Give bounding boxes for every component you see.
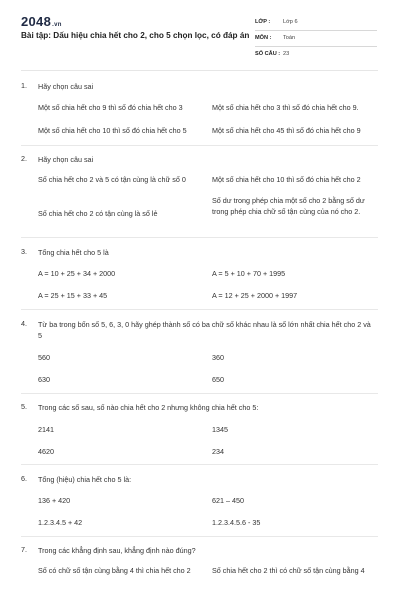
option-d[interactable]: Số dư trong phép chia một số cho 2 bằng số dư trong phép chia chữ số tận cùng của nó cho 2.: [212, 196, 365, 216]
logo-suffix: .vn: [52, 22, 62, 28]
question-number: 1.: [21, 81, 27, 90]
option-a[interactable]: 560: [38, 353, 50, 362]
option-d[interactable]: 650: [212, 375, 224, 384]
logo-text: 2048: [21, 14, 52, 29]
question-stem: Tổng chia hết cho 5 là: [38, 248, 109, 257]
option-a[interactable]: 2141: [38, 425, 54, 434]
option-a[interactable]: Một số chia hết cho 9 thì số đó chia hết cho 3: [38, 103, 183, 112]
question-divider: [21, 237, 378, 238]
meta-key: MÔN :: [255, 35, 272, 41]
question-number: 7.: [21, 545, 27, 554]
question-number: 6.: [21, 474, 27, 483]
meta-row-subject: [255, 31, 377, 47]
exam-meta: [255, 15, 377, 63]
option-c[interactable]: 630: [38, 375, 50, 384]
option-a[interactable]: Số chia hết cho 2 và 5 có tận cùng là chữ số 0: [38, 175, 186, 184]
option-d[interactable]: 1.2.3.4.5.6 - 35: [212, 518, 261, 527]
meta-row-class: [255, 15, 377, 31]
question-stem: Trong các khẳng định sau, khẳng định nào đúng?: [38, 546, 196, 555]
question-stem: Trong các số sau, số nào chia hết cho 2 nhưng không chia hết cho 5:: [38, 403, 259, 412]
question-divider: [21, 464, 378, 465]
option-c[interactable]: Một số chia hết cho 10 thì số đó chia hết cho 5: [38, 126, 187, 135]
question-divider: [21, 536, 378, 537]
question-stem: Hãy chọn câu sai: [38, 82, 94, 91]
question-stem: Tổng (hiệu) chia hết cho 5 là:: [38, 475, 132, 484]
option-b[interactable]: Một số chia hết cho 10 thì số đó chia hết cho 2: [212, 175, 361, 184]
question-number: 5.: [21, 402, 27, 411]
option-b[interactable]: Số chia hết cho 2 thì có chữ số tận cùng bằng 4: [212, 566, 365, 575]
option-b[interactable]: 621 – 450: [212, 496, 244, 505]
option-a[interactable]: Số có chữ số tận cùng bằng 4 thì chia hết cho 2: [38, 566, 191, 575]
option-d[interactable]: 234: [212, 447, 224, 456]
option-c[interactable]: 4620: [38, 447, 54, 456]
option-c[interactable]: 1.2.3.4.5 + 42: [38, 518, 83, 527]
exam-title: Bài tập: Dấu hiệu chia hết cho 2, cho 5 chọn lọc, có đáp án: [21, 31, 250, 40]
option-b[interactable]: Một số chia hết cho 3 thì số đó chia hết cho 9.: [212, 103, 359, 112]
question-stem: Hãy chọn câu sai: [38, 155, 94, 164]
meta-key: SỐ CÂU :: [255, 51, 281, 57]
meta-row-count: [255, 47, 377, 63]
option-d[interactable]: A = 12 + 25 + 2000 + 1997: [212, 291, 298, 300]
option-b[interactable]: 360: [212, 353, 224, 362]
option-d[interactable]: Một số chia hết cho 45 thì số đó chia hết cho 9: [212, 126, 361, 135]
option-c[interactable]: Số chia hết cho 2 có tận cùng là số lẻ: [38, 209, 158, 218]
option-a[interactable]: A = 10 + 25 + 34 + 2000: [38, 269, 116, 278]
meta-value: Toán: [283, 35, 296, 41]
question-divider: [21, 145, 378, 146]
question-number: 2.: [21, 154, 27, 163]
question-number: 4.: [21, 319, 27, 328]
option-c[interactable]: A = 25 + 15 + 33 + 45: [38, 291, 108, 300]
question-number: 3.: [21, 247, 27, 256]
option-b[interactable]: A = 5 + 10 + 70 + 1995: [212, 269, 286, 278]
site-logo[interactable]: [21, 14, 62, 29]
option-b[interactable]: 1345: [212, 425, 228, 434]
question-stem: Từ ba trong bốn số 5, 6, 3, 0 hãy ghép thành số có ba chữ số khác nhau là số lớn nhất chia hết cho 2 và 5: [38, 320, 371, 340]
meta-key: LỚP :: [255, 19, 271, 25]
header-divider: [21, 70, 378, 71]
page-header: [0, 0, 400, 72]
meta-value: 23: [283, 51, 290, 57]
option-a[interactable]: 136 + 420: [38, 496, 71, 505]
question-divider: [21, 309, 378, 310]
meta-value: Lớp 6: [283, 19, 298, 25]
question-divider: [21, 393, 378, 394]
